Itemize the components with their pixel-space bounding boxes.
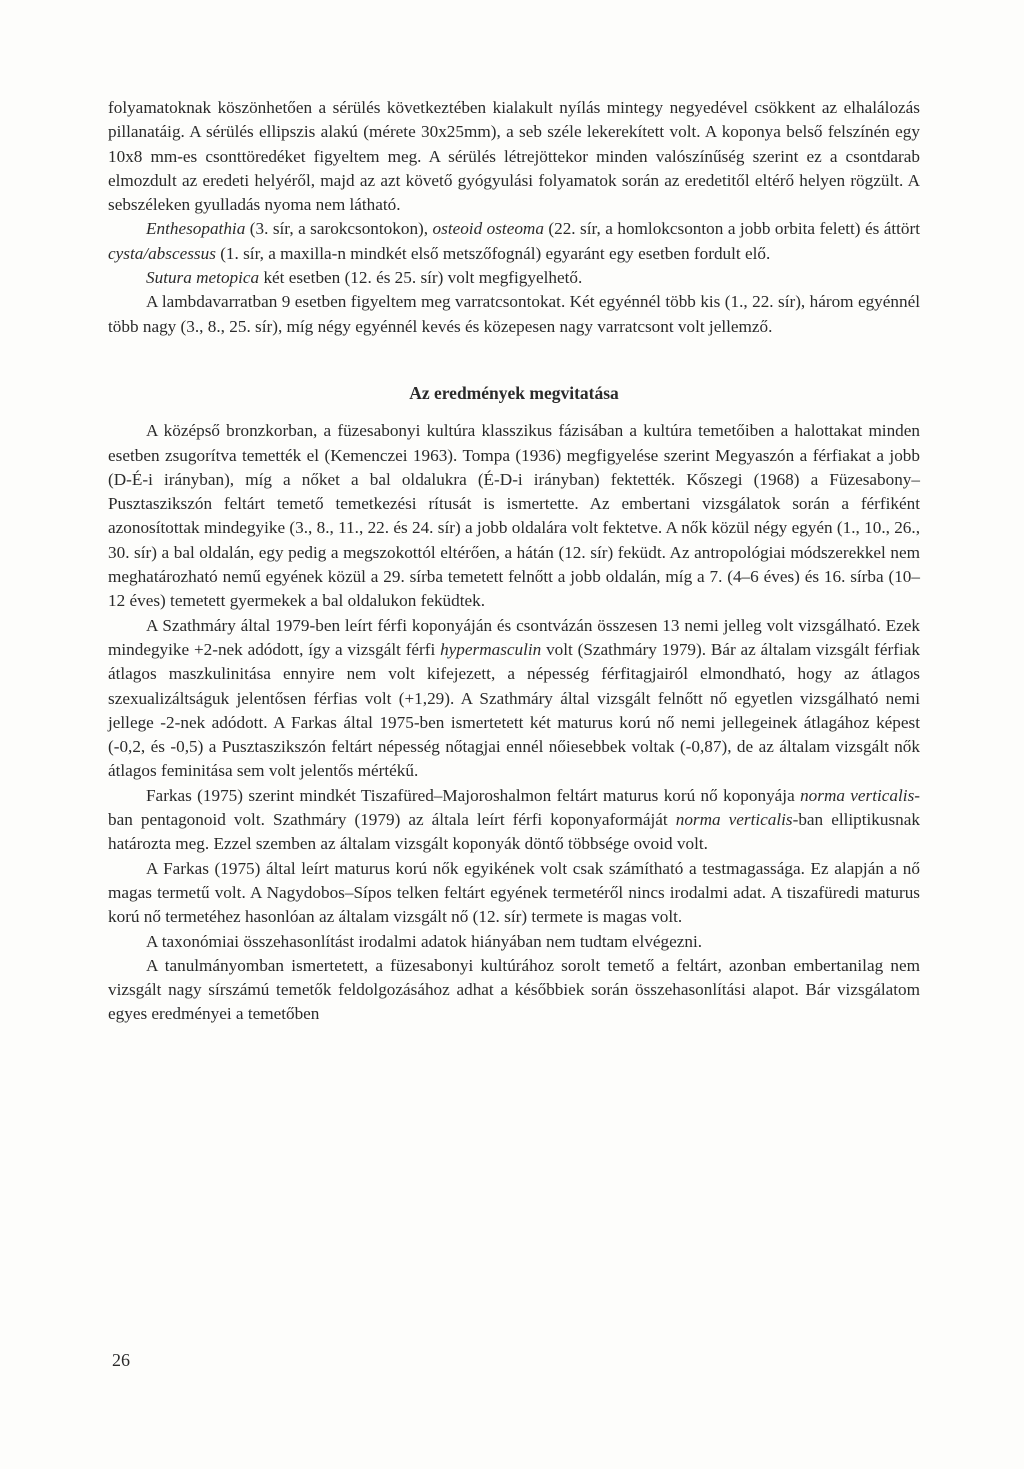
text-run: A tanulmányomban ismertetett, a füzesabonyi kultúrához sorolt temető a feltárt, azonban embertanilag nem vizsgált nagy sírszámú temetők feldolgozásához adhat a későbbiek során összehasonlítási alapot. Bár vizsgálatom egyes eredményei a temetőben — [108, 955, 920, 1024]
page-number: 26 — [112, 1350, 130, 1370]
text-run: -ban pentagonoid volt. Szathmáry (1979) az általa leírt férfi koponyaformáját — [108, 785, 920, 830]
text-run: A Farkas (1975) által leírt maturus korú nők egyikének volt csak számítható a testmagassága. Ez alapján a nő magas termetű volt. A Nagydobos–Sípos telken feltárt egyének termetéről nincs irodalmi adat. A tiszafüredi maturus korú nő termetéhez hasonlóan az általam vizsgált nő (12. sír) termete is magas volt. — [108, 858, 920, 927]
italic-term: osteoid osteoma — [432, 219, 544, 239]
paragraph — [108, 419, 920, 613]
text-block-top — [108, 96, 920, 339]
paragraph — [108, 290, 920, 339]
italic-term: hypermasculin — [440, 639, 542, 659]
italic-term: Enthesopathia — [146, 219, 246, 239]
italic-term: norma verticalis — [675, 810, 793, 830]
text-run: A Szathmáry által 1979-ben leírt férfi koponyáján és csontvázán összesen 13 nemi jelleg volt vizsgálható. Ezek mindegyike +2-nek adódott, így a vizsgált férfi — [108, 615, 920, 659]
page-body — [108, 96, 920, 1027]
italic-term: cysta/abscessus — [108, 243, 216, 263]
text-run: (22. sír, a homlokcsonton a jobb orbita felett) és áttört — [543, 219, 920, 239]
text-run: Farkas (1975) szerint mindkét Tiszafüred–Majoroshalmon feltárt maturus korú nő koponyája — [146, 785, 801, 805]
text-run: két esetben (12. és 25. sír) volt megfigyelhető. — [259, 268, 583, 288]
text-run: (1. sír, a maxilla-n mindkét első metszőfognál) egyaránt egy esetben fordult elő. — [215, 243, 771, 263]
paragraph — [108, 857, 920, 930]
text-run: A lambdavarratban 9 esetben figyeltem meg varratcsontokat. Két egyénnél több kis (1., 22. sír), három egyénnél több nagy (3., 8., 25. sír), míg négy egyénnél kevés és közepesen nagy varratcsont volt jellemző. — [108, 292, 920, 336]
text-run: -ban elliptikusnak határozta meg. Ezzel szemben az általam vizsgált koponyák döntő többsége ovoid volt. — [108, 810, 920, 854]
paragraph — [108, 266, 920, 290]
text-run: folyamatoknak köszönhetően a sérülés következtében kialakult nyílás mintegy negyedével csökkent az elhalálozás pillanatáig. A sérülés ellipszis alakú (mérete 30x25mm), a seb széle lekerekített volt. A koponya belső felszínén egy 10x8 mm-es csonttöredéket figyeltem meg. A sérülés létrejöttekor minden valószínűség szerint ez a csontdarab elmozdult az eredeti helyéről, majd az azt követő gyógyulási folyamatok során az eredetitől eltérő helyen rögzült. A sebszéleken gyulladás nyoma nem látható. — [108, 98, 920, 215]
paragraph — [108, 954, 920, 1027]
italic-term: Sutura metopica — [146, 268, 260, 288]
section-heading: Az eredmények megvitatása — [409, 382, 619, 403]
paragraph — [108, 96, 920, 217]
text-run: volt (Szathmáry 1979). Bár az általam vizsgált férfiak átlagos maszkulinitása ennyire nem volt kifejezett, a népesség férfitagjairól elmondható, hogy az átlagos szexualizáltságuk jelentősen férfias volt (+1,29). A Szathmáry által vizsgált felnőtt nő egyetlen vizsgálható nemi jellege -2-nek adódott. A Farkas által 1975-ben ismertetett két maturus korú nő nemi jellegeinek átlagához képest (-0,2, és -0,5) a Pusztaszikszón feltárt népesség nőtagjai ennél nőiesebbek voltak (-0,87), de az általam vizsgált nők átlagos feminitása sem volt jelentős mértékű. — [108, 639, 920, 781]
paragraph — [108, 217, 920, 266]
text-block-bottom — [108, 419, 920, 1026]
paragraph — [108, 614, 920, 784]
text-run: (3. sír, a sarokcsontokon), — [245, 219, 433, 239]
text-run: A középső bronzkorban, a füzesabonyi kultúra klasszikus fázisában a kultúra temetőiben a halottakat minden esetben zsugorítva temették el (Kemenczei 1963). Tompa (1936) megfigyelése szerint Megyaszón a férfiakat a jobb (D-É-i irányban), míg a nőket a bal oldalukra (É-D-i irányban) fektették. Kőszegi (1968) a Füzesabony–Pusztaszikszón feltárt temető temetkezési rítusát is ismertette. Az embertani vizsgálatok során a férfiként azonosítottak mindegyike (3., 8., 11., 22. és 24. sír) a jobb oldalára volt fektetve. A nők közül négy egyén (1., 10., 26., 30. sír) a bal oldalán, egy pedig a megszokottól eltérően, a hátán (12. sír) feküdt. Az antropológiai módszerekkel nem meghatározható nemű egyének közül a 29. sírba temetett felnőtt a jobb oldalán, míg a 7. (4–6 éves) és 16. sírba (10–12 éves) temetett gyermekek a bal oldalukon feküdtek. — [108, 421, 920, 611]
text-run: A taxonómiai összehasonlítást irodalmi adatok hiányában nem tudtam elvégezni. — [146, 931, 703, 951]
paragraph — [108, 930, 920, 954]
paragraph — [108, 784, 920, 857]
italic-term: norma verticalis — [800, 785, 915, 805]
